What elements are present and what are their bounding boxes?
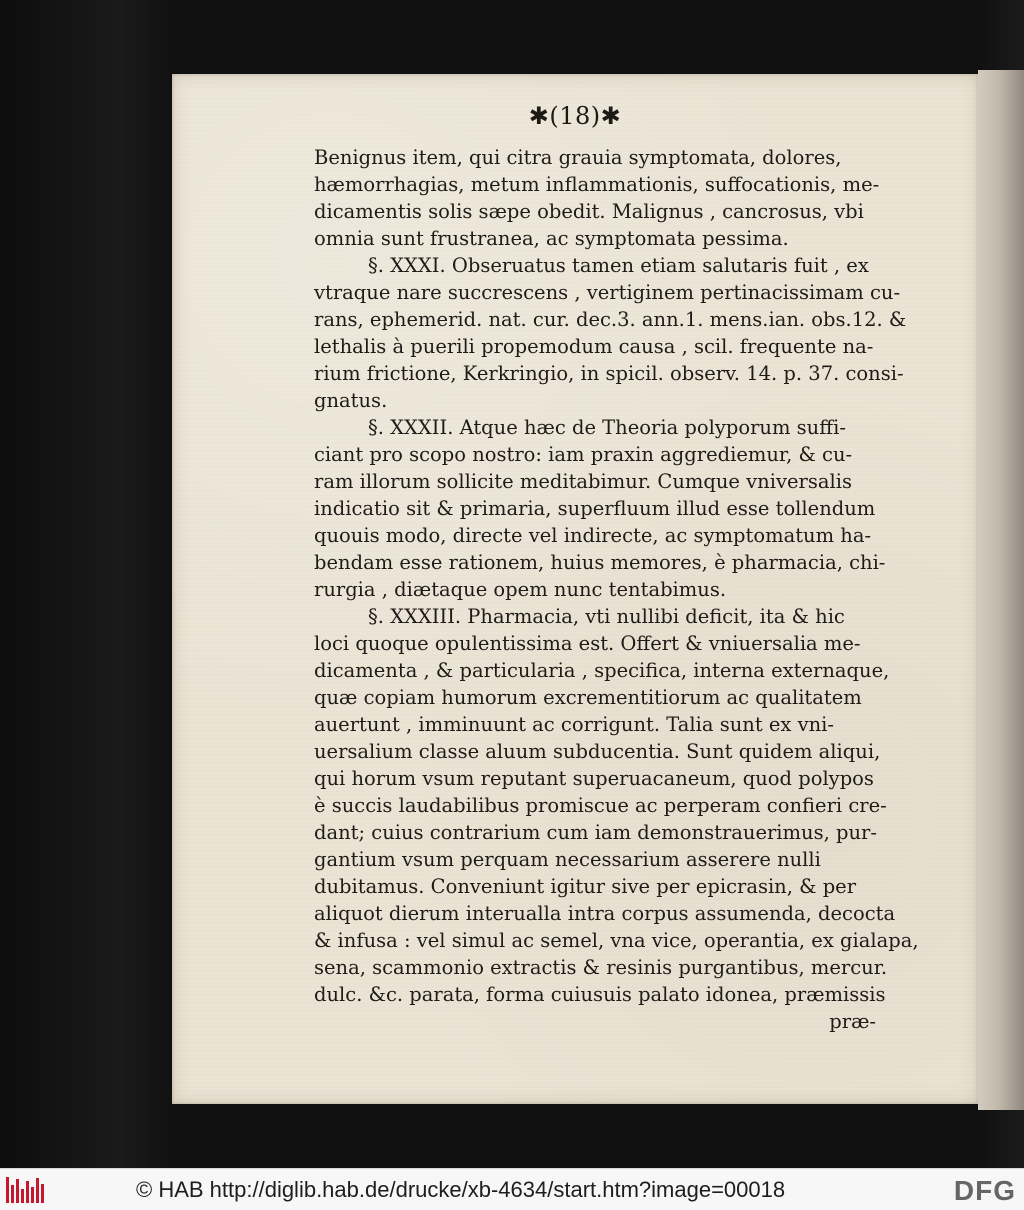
text-line: quouis modo, directe vel indirecte, ac symptomatum ha-	[314, 524, 872, 547]
document-page	[172, 74, 978, 1104]
text-line: §. XXXIII. Pharmacia, vti nullibi deficit, ita & hic	[368, 605, 845, 628]
text-line: ciant pro scopo nostro: iam praxin aggrediemur, & cu-	[314, 443, 853, 466]
text-line: rium frictione, Kerkringio, in spicil. observ. 14. p. 37. consi-	[314, 362, 904, 385]
text-line: Benignus item, qui citra grauia symptomata, dolores,	[314, 146, 842, 169]
text-line: indicatio sit & primaria, superfluum illud esse tollendum	[314, 497, 876, 520]
text-line: auertunt , imminuunt ac corrigunt. Talia sunt ex vni-	[314, 713, 834, 736]
text-line: quæ copiam humorum excrementitiorum ac qualitatem	[314, 686, 862, 709]
text-line: lethalis à puerili propemodum causa , scil. frequente na-	[314, 335, 874, 358]
page-number-header: ✱(18)✱	[528, 102, 622, 130]
text-line: dulc. &c. parata, forma cuiusuis palato idonea, præmissis	[314, 983, 886, 1006]
text-line: dicamenta , & particularia , specifica, interna externaque,	[314, 659, 890, 682]
text-line: qui horum vsum reputant superuacaneum, quod polypos	[314, 767, 874, 790]
text-line: rurgia , diætaque opem nunc tentabimus.	[314, 578, 727, 601]
adjacent-page-edge	[978, 70, 1024, 1110]
page-text-block	[314, 144, 919, 1035]
text-line: §. XXXII. Atque hæc de Theoria polyporum suffi-	[368, 416, 846, 439]
text-line: dicamentis solis sæpe obedit. Malignus , cancrosus, vbi	[314, 200, 864, 223]
text-line: omnia sunt frustranea, ac symptomata pessima.	[314, 227, 789, 250]
text-line: aliquot dierum interualla intra corpus assumenda, decocta	[314, 902, 896, 925]
text-line: dant; cuius contrarium cum iam demonstrauerimus, pur-	[314, 821, 877, 844]
text-line: vtraque nare succrescens , vertiginem pertinacissimam cu-	[314, 281, 901, 304]
catchword: præ-	[829, 1010, 876, 1033]
text-line: §. XXXI. Obseruatus tamen etiam salutaris fuit , ex	[368, 254, 869, 277]
text-line: & infusa : vel simul ac semel, vna vice, operantia, ex gialapa,	[314, 929, 919, 952]
text-line: gantium vsum perquam necessarium asserere nulli	[314, 848, 821, 871]
text-line: gnatus.	[314, 389, 388, 412]
source-citation-link[interactable]: © HAB http://diglib.hab.de/drucke/xb-4634/start.htm?image=00018	[136, 1177, 786, 1202]
text-line: sena, scammonio extractis & resinis purgantibus, mercur.	[314, 956, 888, 979]
dfg-logo: DFG	[953, 1175, 1016, 1206]
footer-bar	[0, 1168, 1024, 1210]
text-line: dubitamus. Conveniunt igitur sive per epicrasin, & per	[314, 875, 857, 898]
text-line: hæmorrhagias, metum inflammationis, suffocationis, me-	[314, 173, 880, 196]
text-line: ram illorum sollicite meditabimur. Cumque vniversalis	[314, 470, 852, 493]
hab-barcode-logo-icon	[6, 1176, 46, 1203]
text-line: è succis laudabilibus promiscue ac perperam confieri cre-	[314, 794, 887, 817]
text-line: loci quoque opulentissima est. Offert & vniuersalia me-	[314, 632, 861, 655]
text-line: bendam esse rationem, huius memores, è pharmacia, chi-	[314, 551, 886, 574]
text-line: rans, ephemerid. nat. cur. dec.3. ann.1. mens.ian. obs.12. &	[314, 308, 907, 331]
text-line: uersalium classe aluum subducentia. Sunt quidem aliqui,	[314, 740, 881, 763]
